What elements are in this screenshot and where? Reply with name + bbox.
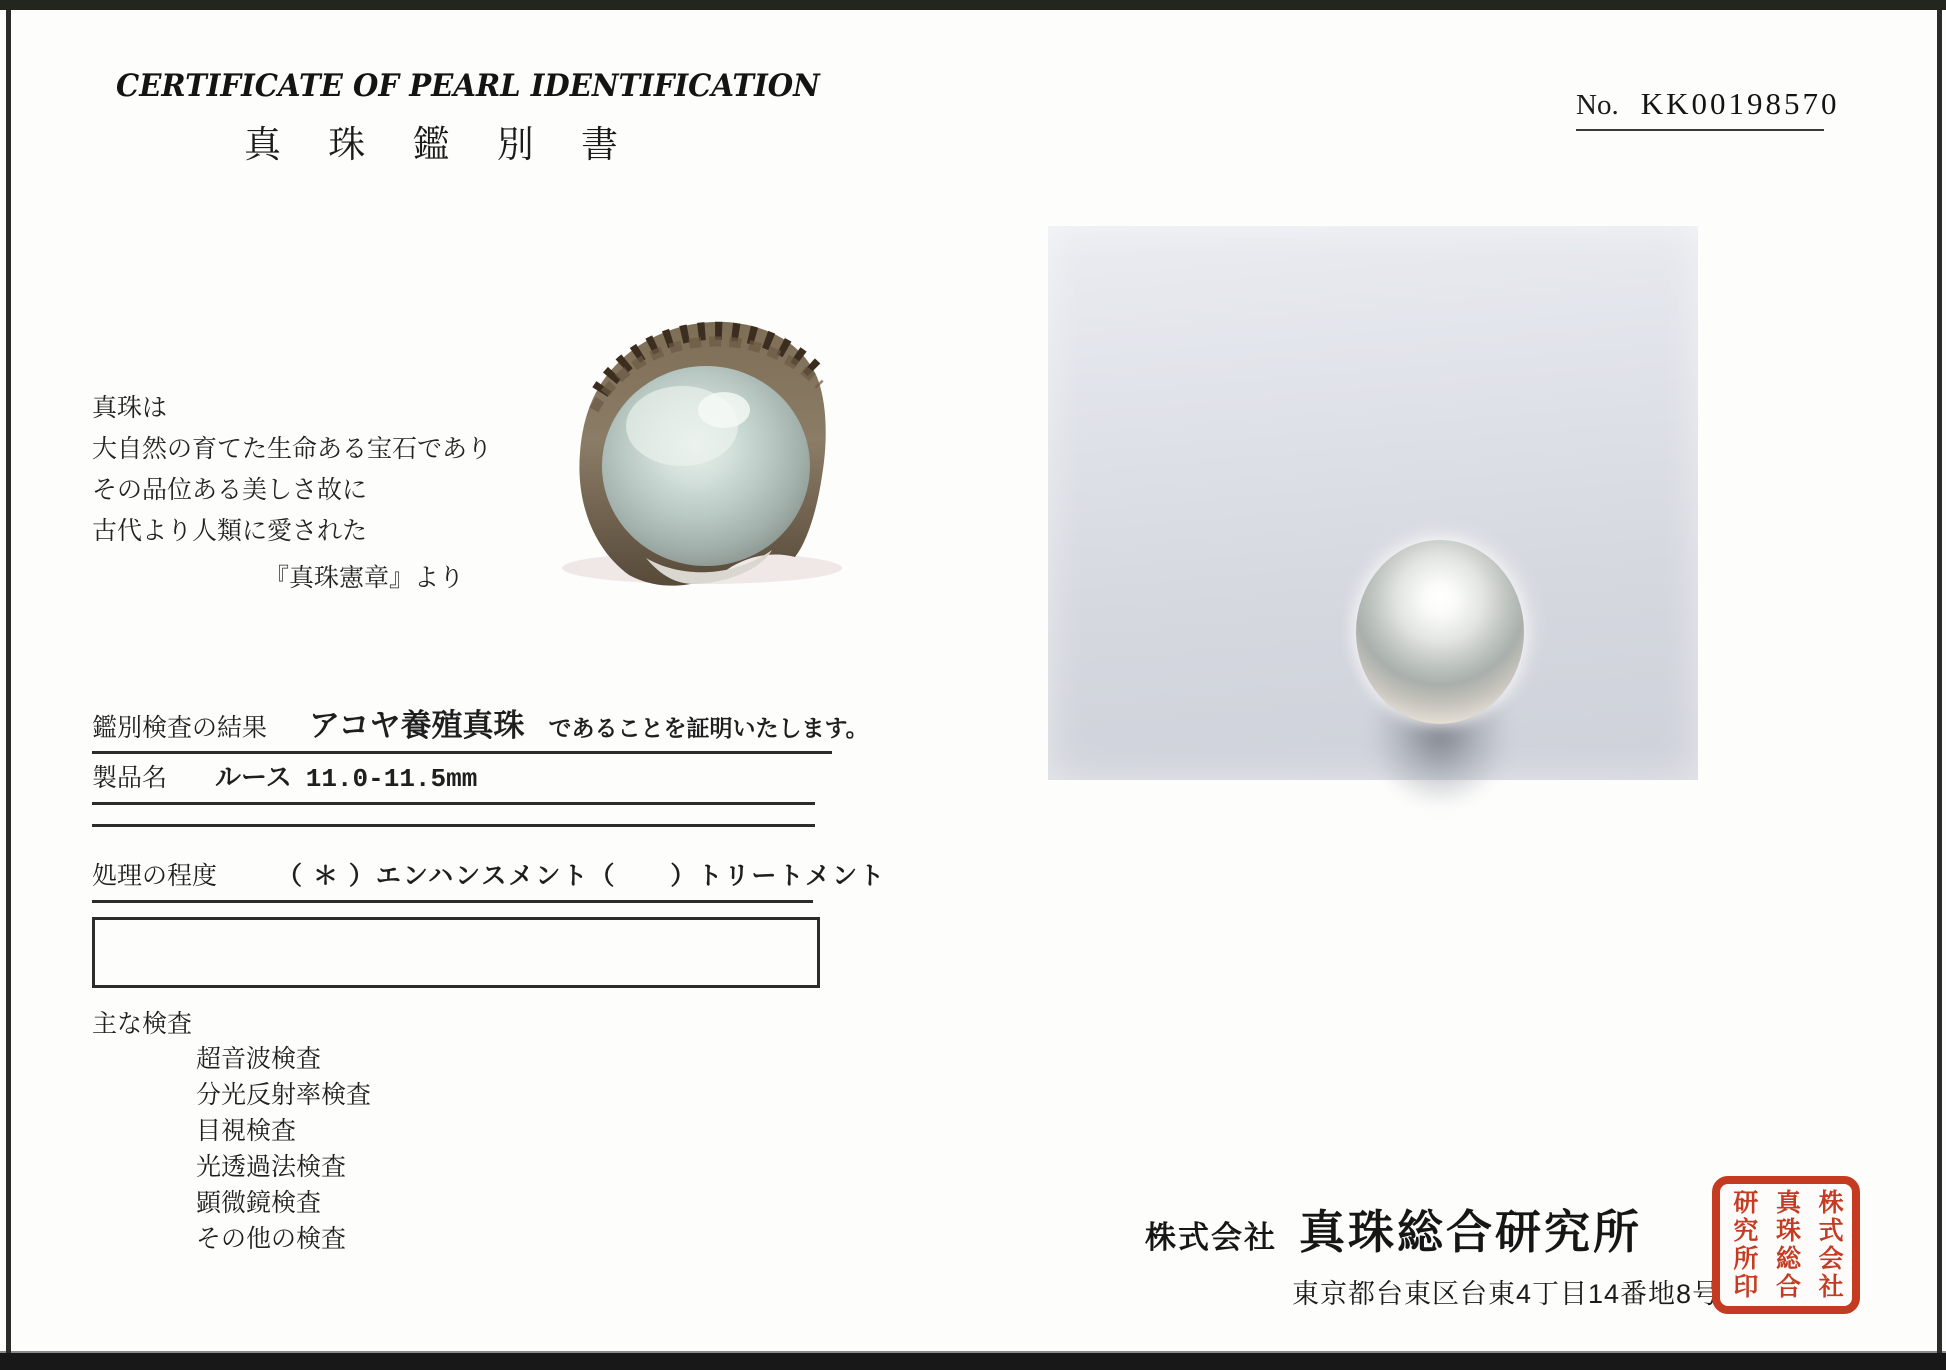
akoya-shell-photo [534,250,866,592]
quote-line: 古代より人類に愛された [92,518,368,545]
blank-rule-line [92,824,815,827]
inspection-item: 目視検査 [196,1118,297,1145]
scan-border-top [0,0,1946,10]
quote-line: 大自然の育てた生命ある宝石であり [92,436,493,463]
product-type: ルース [215,762,292,792]
product-name-row [92,757,815,805]
product-size: 11.0-11.5mm [305,764,478,794]
inspection-item: その他の検査 [196,1226,347,1253]
scan-border-left [6,10,11,1353]
result-suffix: であることを証明いたします。 [548,715,869,741]
product-label: 製品名 [92,765,168,792]
pearl-charter-quote [92,388,492,599]
identification-result-row [92,700,869,754]
pearl [1356,540,1524,724]
seal-column: 株式会社 [1815,1189,1843,1301]
issuer-address: 東京都台東区台東4丁目14番地8号 [1292,1279,1721,1309]
inspection-item: 光透過法検査 [196,1154,347,1181]
certificate-number [1576,86,1840,131]
scan-border-right [1937,10,1942,1353]
treatment-value: （ ＊ ）エンハンスメント（ ）トリートメント [277,862,887,890]
treatment-label: 処理の程度 [92,863,218,890]
issuer-company-prefix: 株式会社 [1145,1220,1277,1255]
inspections-list [196,1042,371,1258]
inspections-heading: 主な検査 [92,1011,193,1038]
certificate-title-japanese: 真 珠 鑑 別 書 [244,125,637,166]
certificate-title-english: CERTIFICATE OF PEARL IDENTIFICATION [116,68,820,104]
quote-line: 真珠は [92,395,168,422]
inspection-item: 顕微鏡検査 [196,1190,322,1217]
treatment-row [92,856,887,903]
quote-attribution: 『真珠憲章』より [264,565,465,592]
inspection-item: 分光反射率検査 [196,1082,372,1109]
certificate-number-value: KK00198570 [1640,86,1840,121]
issuer-company [1145,1196,1642,1262]
certificate-number-label: No. [1576,89,1619,121]
seal-column: 真珠総合 [1772,1189,1800,1301]
loose-pearl-photo [1048,226,1698,780]
result-value: アコヤ養殖真珠 [309,708,525,743]
scan-border-bottom [0,1351,1946,1370]
company-seal-stamp [1712,1176,1860,1314]
seal-column: 研究所印 [1729,1189,1757,1301]
inspection-item: 超音波検査 [196,1046,322,1073]
issuer-company-name: 真珠総合研究所 [1299,1206,1642,1258]
remarks-box [92,917,820,988]
quote-line: その品位ある美しさ故に [92,477,368,504]
result-label: 鑑別検査の結果 [92,715,268,742]
